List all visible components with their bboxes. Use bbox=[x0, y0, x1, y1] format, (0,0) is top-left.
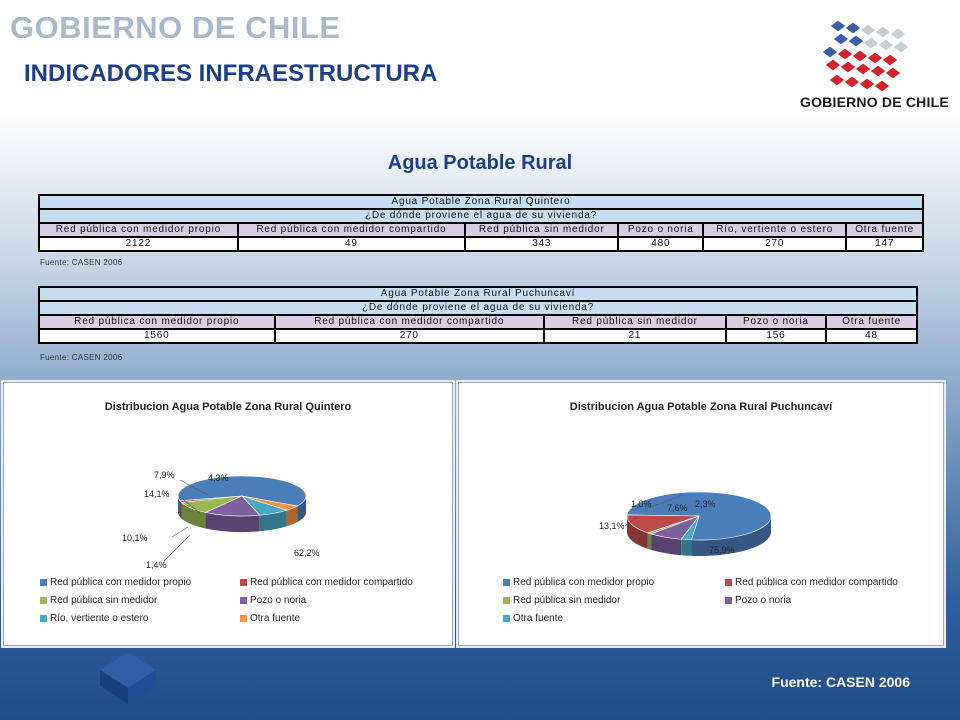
column-header: Pozo o noria bbox=[618, 223, 703, 237]
page-subtitle: INDICADORES INFRAESTRUCTURA bbox=[24, 60, 438, 87]
table-cell: 343 bbox=[465, 237, 618, 251]
table-source: Fuente: CASEN 2006 bbox=[40, 353, 123, 362]
legend-item bbox=[503, 595, 620, 606]
legend-item bbox=[40, 595, 157, 606]
logo-diamond bbox=[855, 63, 871, 75]
legend-swatch bbox=[40, 579, 47, 586]
legend-swatch bbox=[725, 597, 732, 604]
legend-swatch bbox=[240, 579, 247, 586]
section-title: Agua Potable Rural bbox=[387, 152, 573, 174]
data-label: 2,3% bbox=[695, 499, 716, 509]
watermark-title: GOBIERNO DE CHILE bbox=[10, 10, 341, 45]
table-title: Agua Potable Zona Rural Quintero bbox=[39, 195, 923, 209]
column-header: Red pública con medidor propio bbox=[39, 223, 238, 237]
chart-panel-puchuncavi bbox=[458, 382, 944, 646]
legend-swatch bbox=[725, 579, 732, 586]
data-label: 7,9% bbox=[154, 470, 175, 480]
legend-label: Red pública con medidor propio bbox=[50, 577, 192, 588]
logo-diamond bbox=[845, 22, 861, 34]
footer-source: Fuente: CASEN 2006 bbox=[771, 674, 910, 690]
cube-icon bbox=[98, 650, 158, 706]
leader-line bbox=[172, 527, 188, 537]
table-cell: 1560 bbox=[39, 329, 275, 343]
legend-label: Río, vertiente o estero bbox=[50, 613, 149, 624]
logo-diamond bbox=[882, 54, 898, 66]
leader-line bbox=[164, 535, 190, 561]
table-question: ¿De dónde proviene el agua de su vivienda? bbox=[39, 301, 917, 315]
legend-item bbox=[40, 577, 191, 588]
column-header: Red pública sin medidor bbox=[544, 315, 726, 329]
legend-item bbox=[725, 595, 791, 606]
legend-label: Pozo o noria bbox=[735, 595, 792, 606]
legend-label: Pozo o noria bbox=[250, 595, 307, 606]
column-header: Río, vertiente o estero bbox=[703, 223, 846, 237]
logo-diamond bbox=[875, 26, 891, 38]
column-header: Red pública con medidor compartido bbox=[275, 315, 544, 329]
legend-item bbox=[725, 577, 898, 588]
table-cell: 147 bbox=[846, 237, 923, 251]
data-label: 62,2% bbox=[294, 548, 320, 558]
logo-diamond bbox=[852, 50, 868, 62]
logo-diamond bbox=[893, 41, 909, 53]
legend-swatch bbox=[240, 597, 247, 604]
legend-label: Red pública con medidor compartido bbox=[735, 577, 898, 588]
legend-label: Otra fuente bbox=[250, 613, 301, 624]
logo-diamond bbox=[844, 76, 860, 88]
logo-diamond bbox=[825, 59, 841, 71]
pie-chart-quintero bbox=[4, 423, 452, 603]
legend-swatch bbox=[503, 597, 510, 604]
data-label: 1,0% bbox=[631, 499, 652, 509]
pie-slice-side bbox=[648, 533, 651, 550]
column-header: Red pública con medidor compartido bbox=[238, 223, 465, 237]
chart-legend bbox=[503, 577, 933, 637]
logo-text: GOBIERNO DE CHILE bbox=[800, 94, 949, 110]
data-label: 10,1% bbox=[122, 533, 148, 543]
legend-label: Red pública con medidor compartido bbox=[250, 577, 413, 588]
table-puchuncavi bbox=[38, 286, 918, 344]
chart-legend bbox=[40, 577, 450, 637]
logo-diamond bbox=[860, 24, 876, 36]
table-cell: 270 bbox=[703, 237, 846, 251]
logo-diamond bbox=[863, 37, 879, 49]
column-header: Otra fuente bbox=[826, 315, 917, 329]
legend-swatch bbox=[240, 615, 247, 622]
chart-panel-quintero bbox=[3, 382, 453, 646]
legend-label: Red pública con medidor propio bbox=[513, 577, 655, 588]
data-label: 7,6% bbox=[667, 503, 688, 513]
table-cell: 21 bbox=[544, 329, 726, 343]
table-cell: 480 bbox=[618, 237, 703, 251]
table-source: Fuente: CASEN 2006 bbox=[40, 258, 123, 267]
table-title: Agua Potable Zona Rural Puchuncaví bbox=[39, 287, 917, 301]
chart-title: Distribucion Agua Potable Zona Rural Puchuncaví bbox=[569, 401, 833, 413]
logo-diamond bbox=[859, 78, 875, 90]
legend-swatch bbox=[40, 597, 47, 604]
data-label: 13,1% bbox=[599, 521, 625, 531]
logo-diamond bbox=[840, 61, 856, 73]
legend-item bbox=[40, 613, 148, 624]
data-label: 14,1% bbox=[144, 489, 170, 499]
legend-label: Red pública sin medidor bbox=[513, 595, 621, 606]
legend-item bbox=[503, 577, 654, 588]
logo-diamond bbox=[890, 28, 906, 40]
legend-item bbox=[503, 613, 563, 624]
logo-diamond bbox=[848, 35, 864, 47]
legend-label: Otra fuente bbox=[513, 613, 564, 624]
table-cell: 49 bbox=[238, 237, 465, 251]
legend-swatch bbox=[503, 579, 510, 586]
legend-swatch bbox=[40, 615, 47, 622]
logo-diamond bbox=[830, 20, 846, 32]
logo-diamond bbox=[870, 65, 886, 77]
logo-diamond bbox=[867, 52, 883, 64]
legend-item bbox=[240, 613, 300, 624]
data-label: 4,3% bbox=[208, 473, 229, 483]
data-label: 75,9% bbox=[709, 545, 735, 555]
logo-diamond bbox=[878, 39, 894, 51]
chart-title: Distribucion Agua Potable Zona Rural Quintero bbox=[104, 401, 352, 413]
table-cell: 2122 bbox=[39, 237, 238, 251]
table-question: ¿De dónde proviene el agua de su vivienda? bbox=[39, 209, 923, 223]
legend-item bbox=[240, 577, 413, 588]
column-header: Red pública con medidor propio bbox=[39, 315, 275, 329]
pie-slice-side bbox=[180, 501, 182, 519]
column-header: Pozo o noria bbox=[726, 315, 826, 329]
table-quintero bbox=[38, 194, 924, 252]
logo-diamond bbox=[837, 48, 853, 60]
table-cell: 48 bbox=[826, 329, 917, 343]
data-label: 1,4% bbox=[146, 560, 167, 570]
table-cell: 156 bbox=[726, 329, 826, 343]
logo-diamond bbox=[829, 74, 845, 86]
logo-diamond bbox=[822, 46, 838, 58]
table-cell: 270 bbox=[275, 329, 544, 343]
pie-slice-side bbox=[681, 539, 691, 556]
column-header: Red pública sin medidor bbox=[465, 223, 618, 237]
logo-diamond bbox=[885, 67, 901, 79]
legend-label: Red pública sin medidor bbox=[50, 595, 158, 606]
pie-chart-puchuncavi bbox=[459, 423, 943, 603]
column-header: Otra fuente bbox=[846, 223, 923, 237]
logo-diamond bbox=[874, 80, 890, 92]
logo-diamond bbox=[833, 33, 849, 45]
legend-item bbox=[240, 595, 306, 606]
legend-swatch bbox=[503, 615, 510, 622]
